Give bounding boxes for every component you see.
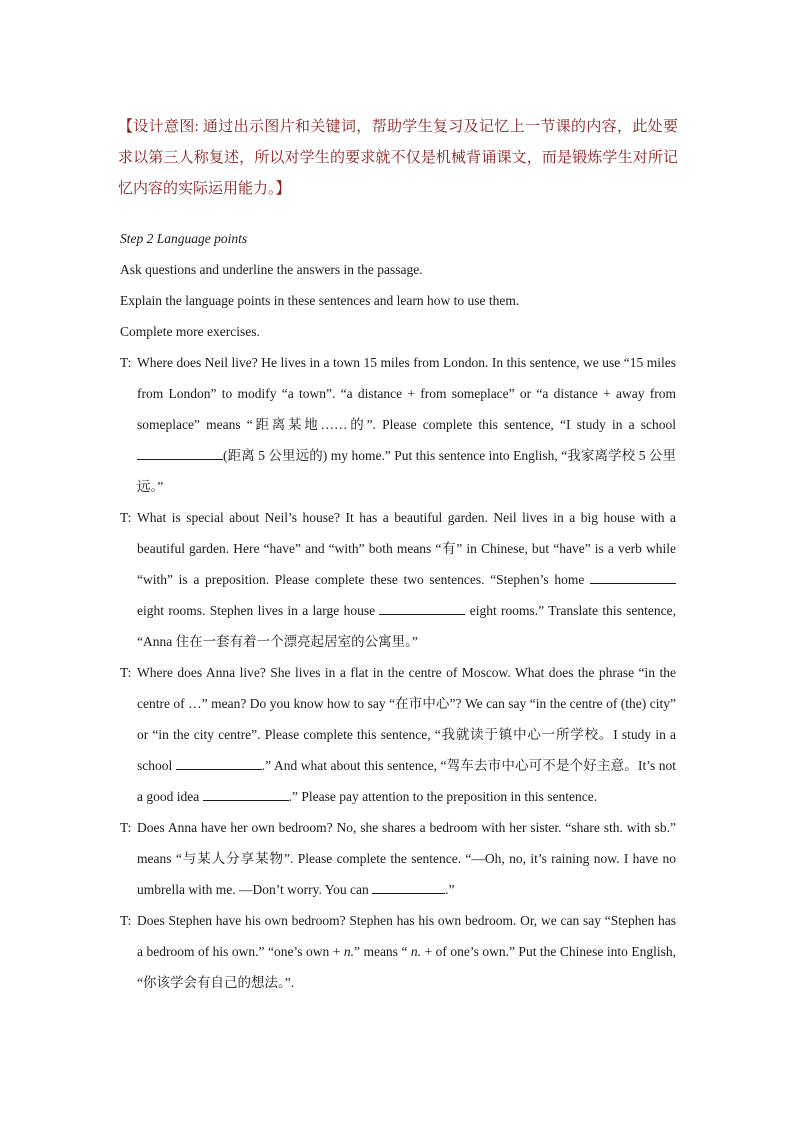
text-segment: What is special about Neil’s house? It has a beautiful garden. Neil lives in a big house with a beautiful garden. Here “have” and “with” both means “有” in Chinese, but “have” is a verb while “with” is a preposition. Please complete these two sentences. “Stephen’s home: [137, 510, 676, 587]
answer-blank: [379, 600, 465, 615]
item-text: [137, 657, 676, 812]
answer-blank: [203, 786, 289, 801]
item-text: [137, 812, 676, 905]
text-segment: Does Anna have her own bedroom? No, she shares a bedroom with her sister. “share sth. with sb.” means “与某人分享某物”. Please complete the sentence. “—Oh, no, it’s raining now. I have no umbrella with me. —Don’t worry. You can: [137, 820, 676, 897]
text-segment: .” Please pay attention to the preposition in this sentence.: [288, 789, 598, 804]
item-text: [137, 347, 676, 502]
teacher-prefix: T:: [120, 665, 132, 680]
answer-blank: [372, 879, 445, 894]
teacher-prefix: T:: [120, 510, 132, 525]
text-segment: eight rooms.” Translate this sentence, “Anna 住在一套有着一个漂亮起居室的公寓里。”: [137, 603, 676, 649]
teacher-prefix: T:: [120, 820, 132, 835]
text-segment: (距离 5 公里远的) my home.” Put this sentence into English, “我家离学校 5 公里远。”: [137, 448, 676, 494]
text-segment: + of one’s own.” Put the Chinese into English, “你该学会有自己的想法。”.: [137, 944, 676, 990]
teacher-item-neil-town: [120, 347, 676, 502]
design-intent-note: 【设计意图: 通过出示图片和关键词，帮助学生复习及记忆上一节课的内容，此处要求以第三人称复述，所以对学生的要求就不仅是机械背诵课文，而是锻炼学生对所记忆内容的实际运用能力。】: [118, 119, 678, 197]
text-segment: eight rooms. Stephen lives in a large house: [137, 603, 380, 618]
answer-blank: [137, 445, 223, 460]
text-segment: ” means “: [353, 944, 411, 959]
answer-blank: [590, 569, 676, 584]
answer-blank: [176, 755, 262, 770]
teacher-item-stephen-bedroom: [120, 905, 676, 998]
instruction-2: Explain the language points in these sentences and learn how to use them.: [120, 293, 520, 308]
step-title: Step 2 Language points: [120, 231, 248, 246]
instruction-1: Ask questions and underline the answers in the passage.: [120, 262, 423, 277]
text-segment: Where does Neil live? He lives in a town 15 miles from London. In this sentence, we use “15 miles from London” to modify “a town”. “a distance + from someplace” or “a distance + away from someplace” means “距离某地……的”. Please complete this sentence, “I study in a school: [137, 355, 676, 432]
noun-abbrev: n.: [410, 944, 422, 959]
text-segment: Where does Anna live? She lives in a flat in the centre of Moscow. What does the phrase “in the centre of …” mean? Do you know how to say “在市中心”? We can say “in the centre of (the) city” or “in the city centre”. Please complete this sentence, “我就读于镇中心一所学校。I study in a school: [137, 665, 676, 773]
teacher-item-neil-house: [120, 502, 676, 657]
instruction-3: Complete more exercises.: [120, 324, 260, 339]
noun-abbrev: n.: [343, 944, 354, 959]
text-segment: .” And what about this sentence, “驾车去市中心可不是个好主意。It’s not a good idea: [137, 758, 677, 804]
teacher-prefix: T:: [120, 355, 132, 370]
text-segment: .”: [445, 882, 455, 897]
teacher-item-anna-flat: [120, 657, 676, 812]
text-segment: Does Stephen have his own bedroom? Stephen has his own bedroom. Or, we can say “Stephen has a bedroom of his own.” “one’s own +: [137, 913, 676, 959]
teacher-prefix: T:: [120, 913, 132, 928]
teacher-item-anna-bedroom: [120, 812, 676, 905]
item-text: [137, 502, 676, 657]
item-text: [137, 905, 676, 998]
lesson-body: [120, 223, 676, 998]
